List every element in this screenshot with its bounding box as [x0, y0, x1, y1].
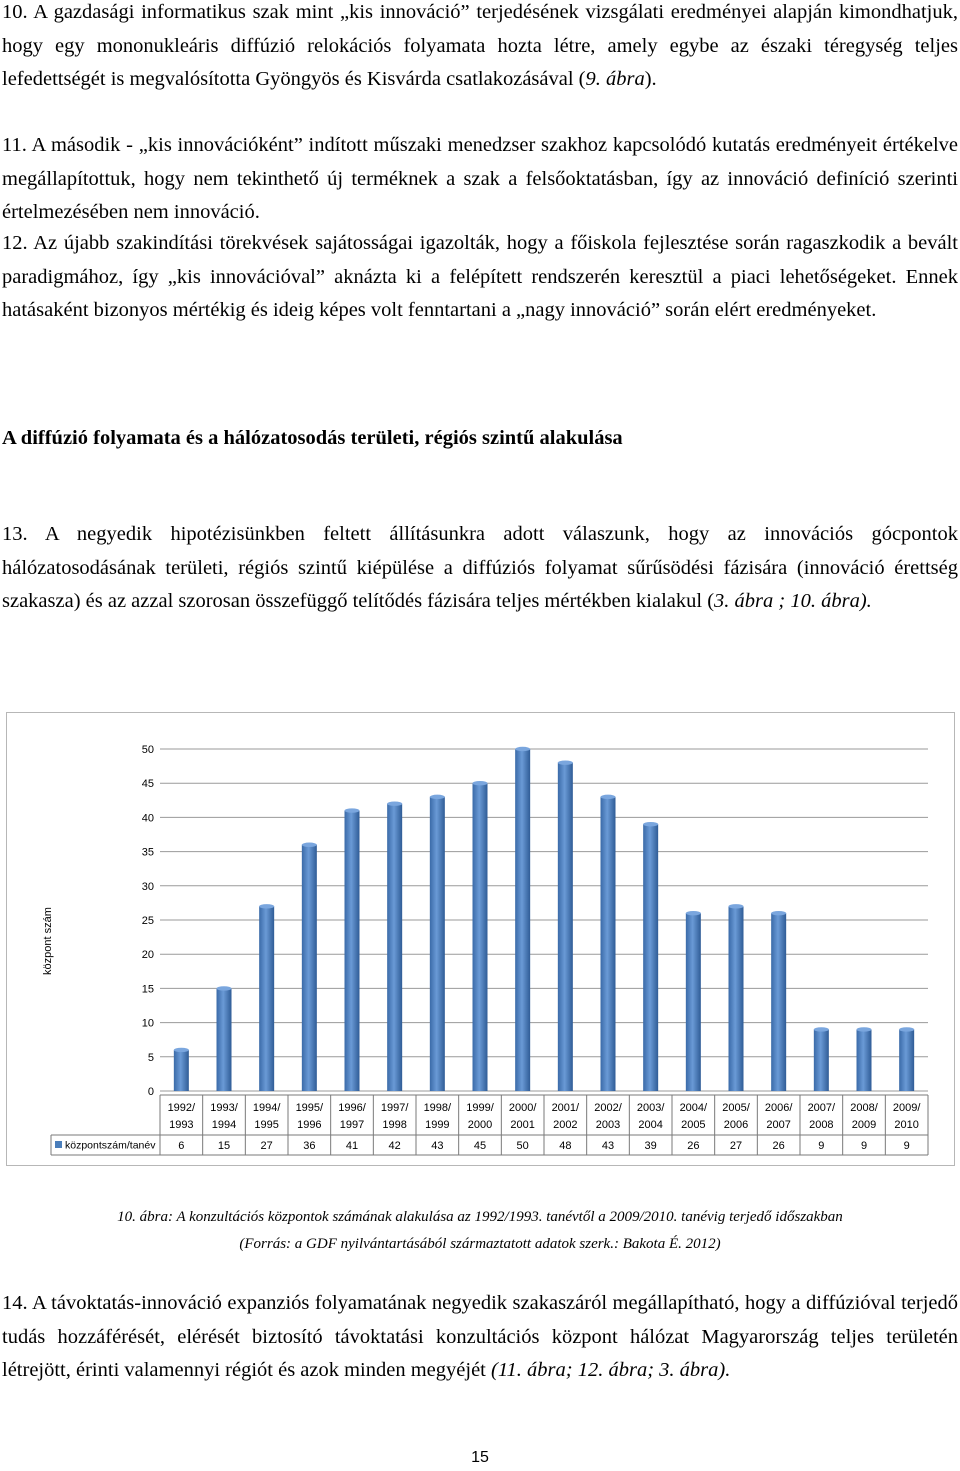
- bar: [345, 811, 360, 1091]
- x-tick-label: 2005/: [722, 1102, 750, 1114]
- bar-cap: [217, 986, 232, 990]
- legend-label: központszám/tanév: [65, 1139, 156, 1152]
- x-tick-label: 2001/: [551, 1102, 580, 1114]
- bar-cap: [174, 1048, 189, 1052]
- y-axis-label: központ szám: [42, 907, 54, 975]
- data-value-label: 50: [516, 1140, 529, 1152]
- bar-cap: [259, 904, 274, 908]
- bar-cap: [771, 911, 786, 915]
- bar: [686, 913, 701, 1091]
- x-tick-label: 1995: [254, 1119, 279, 1131]
- y-tick-label: 5: [147, 1051, 154, 1064]
- figure-ref-3-10: 3. ábra ; 10. ábra).: [714, 590, 872, 612]
- x-tick-label: 1995/: [295, 1102, 324, 1114]
- data-value-label: 45: [473, 1140, 487, 1152]
- x-tick-label: 2003/: [636, 1102, 665, 1114]
- x-tick-label: 1996/: [338, 1102, 366, 1114]
- x-tick-label: 2000/: [508, 1102, 537, 1114]
- x-tick-label: 2006/: [764, 1102, 793, 1114]
- bar: [729, 906, 744, 1091]
- bar-chart-svg: [7, 713, 956, 1167]
- x-tick-label: 1993: [169, 1119, 194, 1131]
- bar: [259, 906, 274, 1091]
- x-tick-label: 2003: [595, 1119, 621, 1131]
- bar: [217, 988, 232, 1091]
- bar: [174, 1050, 189, 1091]
- x-tick-label: 2002/: [594, 1102, 622, 1114]
- bar-cap: [729, 904, 744, 908]
- x-tick-label: 1997/: [380, 1102, 409, 1114]
- bar-cap: [345, 808, 360, 812]
- bar-cap: [686, 911, 701, 915]
- x-tick-label: 2004/: [679, 1102, 708, 1114]
- paragraph-13-text: 13. A negyedik hipotézisünkben feltett állításunkra adott válaszunk, hogy az innovációs gócpontok hálózatosodásának területi, régiós szintű kiépülése a diffúziós folyamat sűrűsödési fázisára (innováció érettség szakasza) és az azzal szorosan összefüggő telítődés fázisára teljes mértékben kialakul (: [2, 523, 958, 612]
- x-tick-label: 2007/: [807, 1102, 836, 1114]
- bar-cap: [814, 1027, 829, 1031]
- paragraph-12: 12. Az újabb szakindítási törekvések sajátosságai igazolták, hogy a főiskola fejlesztése során ragaszkodik a bevált paradigmához, így „kis innovációval” aknázta ki a felépített rendszerén keresztül a piaci lehetőségeket. Ennek hatásaként bizonyos mértékig és ideig képes volt fenntartani a „nagy innováció” során elért eredményeket.: [2, 232, 958, 321]
- paragraph-14: [2, 1287, 958, 1388]
- data-value-label: 36: [303, 1140, 316, 1152]
- bar: [899, 1029, 914, 1091]
- bar: [814, 1029, 829, 1091]
- data-value-label: 6: [178, 1140, 185, 1152]
- data-value-label: 39: [644, 1140, 657, 1152]
- x-tick-label: 2006: [723, 1119, 749, 1131]
- x-tick-label: 2009/: [892, 1102, 921, 1114]
- paragraph-10-text: 10. A gazdasági informatikus szak mint „kis innováció” terjedésének vizsgálati eredményei alapján kimondhatjuk, hogy egy mononukleáris diffúzió relokációs folyamata hozta létre, amely egybe az északi téregység teljes lefedettségét is megvalósította Gyöngyös és Kisvárda csatlakozásával (: [2, 1, 958, 90]
- figure-ref-11-12-3: (11. ábra; 12. ábra; 3. ábra).: [491, 1359, 731, 1381]
- x-tick-label: 1994/: [252, 1102, 281, 1114]
- data-value-label: 15: [217, 1140, 231, 1152]
- bar: [387, 804, 402, 1091]
- x-tick-label: 1993/: [210, 1102, 238, 1114]
- x-tick-label: 1996: [297, 1119, 322, 1131]
- paragraph-13: [2, 518, 958, 619]
- bar-cap: [430, 795, 445, 799]
- bar: [771, 913, 786, 1091]
- bar: [558, 763, 573, 1091]
- y-tick-label: 0: [147, 1086, 154, 1098]
- x-tick-label: 1999/: [466, 1102, 494, 1114]
- x-tick-label: 2000: [467, 1119, 493, 1131]
- x-tick-label: 2008: [809, 1119, 834, 1131]
- x-tick-label: 1999: [425, 1119, 450, 1131]
- figure-ref-9: 9. ábra: [585, 68, 645, 90]
- y-tick-label: 50: [141, 744, 154, 756]
- page-number: 15: [471, 1449, 489, 1466]
- bar: [302, 845, 317, 1091]
- figure-caption-line2: (Forrás: a GDF nyilvántartásából származtatott adatok szerk.: Bakota É. 2012): [239, 1236, 721, 1252]
- data-value-label: 27: [260, 1140, 273, 1152]
- bar-cap: [601, 795, 616, 799]
- x-tick-label: 2007: [766, 1119, 791, 1131]
- bar: [643, 824, 658, 1091]
- bar-cap: [473, 781, 488, 785]
- bar: [515, 749, 530, 1091]
- data-value-label: 42: [388, 1140, 401, 1152]
- x-tick-label: 2009: [851, 1119, 877, 1131]
- y-tick-label: 40: [141, 812, 154, 825]
- bar: [430, 797, 445, 1091]
- x-tick-label: 2002: [553, 1119, 578, 1131]
- figure-10-chart: [6, 712, 955, 1166]
- data-value-label: 26: [687, 1140, 700, 1152]
- legend-swatch: [55, 1141, 62, 1148]
- bar-cap: [302, 843, 317, 847]
- data-value-label: 26: [772, 1140, 785, 1152]
- x-tick-label: 2010: [894, 1119, 919, 1131]
- data-value-label: 9: [818, 1140, 825, 1152]
- x-tick-label: 1992/: [167, 1102, 196, 1114]
- section-heading: A diffúzió folyamata és a hálózatosodás területi, régiós szintű alakulása: [2, 427, 623, 449]
- data-value-label: 43: [601, 1140, 615, 1152]
- bar: [601, 797, 616, 1091]
- x-tick-label: 2004: [638, 1119, 663, 1131]
- figure-caption-line1: 10. ábra: A konzultációs központok számának alakulása az 1992/1993. tanévtől a 2009/2010. tanévig terjedő időszakban: [117, 1209, 843, 1225]
- data-value-label: 27: [729, 1140, 743, 1152]
- paragraph-11: 11. A második - „kis innovációként” indított műszaki menedzser szakhoz kapcsolódó kutatás eredményeit értékelve megállapítottuk, hogy nem tekinthető új terméknek a szak a felsőoktatásban, így az innováció definíció szerinti értelmezésében nem innováció.: [2, 134, 958, 223]
- bar-cap: [515, 747, 530, 751]
- y-tick-label: 30: [141, 880, 154, 893]
- data-value-label: 9: [903, 1140, 910, 1152]
- bar-cap: [558, 760, 573, 764]
- paragraph-14-text: 14. A távoktatás-innováció expanziós folyamatának negyedik szakaszáról megállapítható, hogy a diffúzióval terjedő tudás hozzáférését, elérését biztosító távoktatási konzultációs központ hálózat Magyarország teljes területén létrejött, érinti valamennyi régiót és azok minden megyéjét: [2, 1292, 958, 1381]
- y-tick-label: 25: [141, 915, 154, 927]
- y-tick-label: 20: [141, 949, 154, 962]
- bar: [473, 783, 488, 1091]
- y-tick-label: 35: [141, 846, 154, 859]
- x-tick-label: 1994: [211, 1119, 237, 1131]
- data-value-label: 41: [345, 1140, 359, 1152]
- x-tick-label: 2008/: [850, 1102, 878, 1114]
- x-tick-label: 1998: [382, 1119, 407, 1131]
- y-tick-label: 15: [141, 983, 154, 996]
- paragraph-10-end: ).: [644, 68, 657, 90]
- bar-cap: [899, 1027, 914, 1031]
- x-tick-label: 1997: [339, 1119, 365, 1131]
- x-tick-label: 1998/: [423, 1102, 452, 1114]
- paragraph-10: [2, 0, 958, 97]
- data-value-label: 48: [559, 1140, 572, 1152]
- bar-cap: [387, 802, 402, 806]
- bar-cap: [857, 1027, 872, 1031]
- data-value-label: 9: [860, 1140, 868, 1152]
- x-tick-label: 2001: [510, 1119, 535, 1131]
- y-tick-label: 45: [141, 778, 154, 791]
- data-value-label: 43: [431, 1140, 444, 1152]
- bar: [857, 1029, 872, 1091]
- bar-cap: [643, 822, 658, 826]
- x-tick-label: 2005: [681, 1119, 706, 1131]
- y-tick-label: 10: [141, 1017, 154, 1030]
